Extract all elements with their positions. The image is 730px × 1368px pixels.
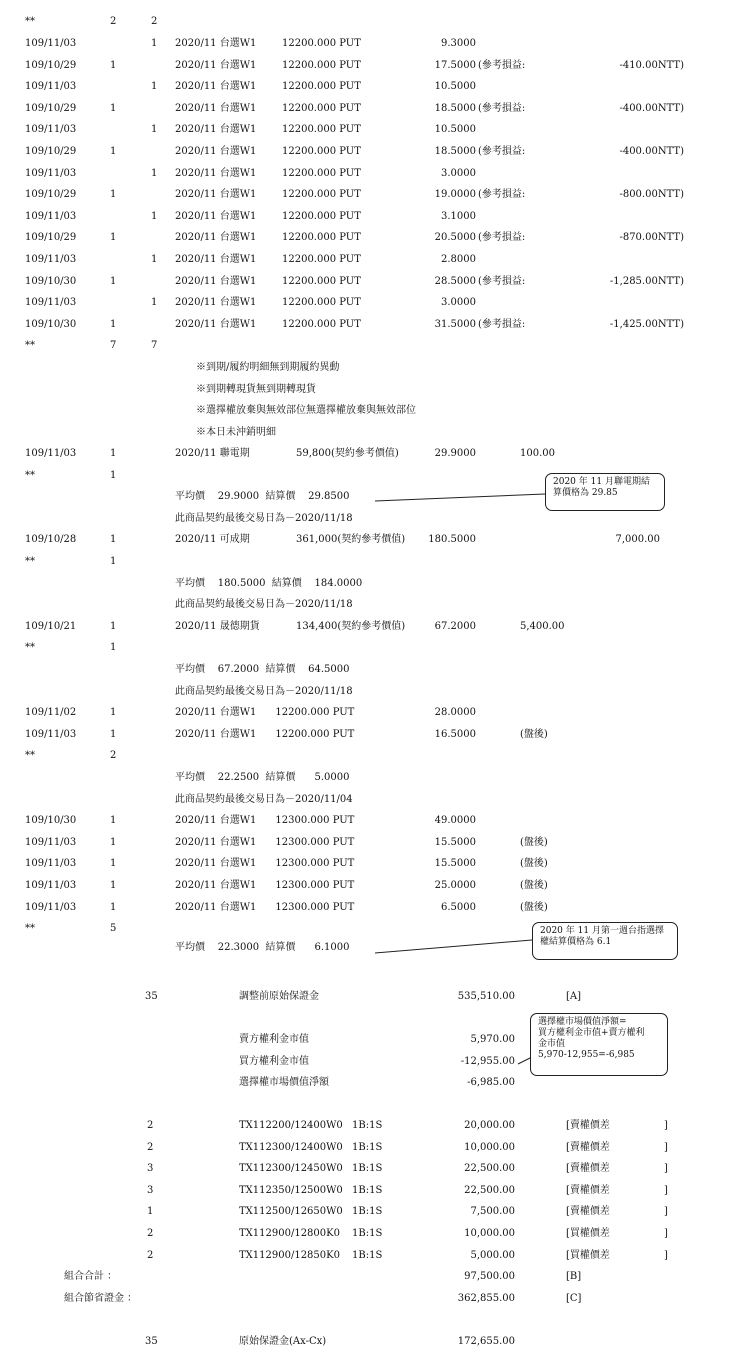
open-col1: (盤後) bbox=[520, 729, 548, 740]
trade-buy-qty: 1 bbox=[110, 319, 117, 330]
trade-sell-qty: 1 bbox=[151, 211, 158, 222]
net-value-value: -6,985.00 bbox=[467, 1077, 515, 1088]
combo-amount: 5,000.00 bbox=[470, 1250, 515, 1261]
open-product: 2020/11 台選W1 12300.000 PUT bbox=[175, 880, 355, 891]
open-product: 此商品契約最後交易日為－2020/11/18 bbox=[175, 513, 353, 524]
trade-note: (參考損益: bbox=[478, 232, 526, 243]
open-date: 109/10/21 bbox=[25, 621, 77, 632]
open-qty: 5 bbox=[110, 923, 117, 934]
pre-margin-label: 調整前原始保證金 bbox=[239, 991, 319, 1002]
trade-strike: 12200.000 PUT bbox=[282, 254, 361, 265]
pre-margin-tag: [A] bbox=[566, 991, 582, 1002]
combo-code: TX112200/12400W0 bbox=[239, 1120, 343, 1131]
trade-product: 2020/11 台選W1 bbox=[175, 254, 257, 265]
net-value-label: 選擇權市場價值淨額 bbox=[239, 1077, 329, 1088]
trade-strike: 12200.000 PUT bbox=[282, 297, 361, 308]
callout-weekly-settlement: 2020 年 11 月第一週台指選擇 權結算價格為 6.1 bbox=[532, 922, 678, 960]
open-date: 109/11/03 bbox=[25, 837, 77, 848]
open-date: 109/10/28 bbox=[25, 534, 77, 545]
combo-tag-close: ] bbox=[664, 1120, 668, 1131]
trade-product: 2020/11 台選W1 bbox=[175, 124, 257, 135]
combo-amount: 10,000.00 bbox=[464, 1142, 515, 1153]
trade-price: 2.8000 bbox=[441, 254, 476, 265]
open-qty: 1 bbox=[110, 729, 117, 740]
open-price: 49.0000 bbox=[434, 815, 476, 826]
combo-tag-close: ] bbox=[664, 1163, 668, 1174]
combo-total-tag: [B] bbox=[566, 1271, 582, 1282]
trade-date: 109/10/30 bbox=[25, 319, 77, 330]
trade-price: 3.0000 bbox=[441, 297, 476, 308]
notice-line: ※本日未沖銷明細 bbox=[196, 427, 276, 438]
combo-amount: 10,000.00 bbox=[464, 1228, 515, 1239]
trade-product: 2020/11 台選W1 bbox=[175, 319, 257, 330]
subtotal-mark: ** bbox=[25, 16, 35, 27]
trade-product: 2020/11 台選W1 bbox=[175, 276, 257, 287]
open-qty: 1 bbox=[110, 815, 117, 826]
trade-pl: -410.00NTT) bbox=[619, 60, 684, 71]
combo-ratio: 1B:1S bbox=[352, 1228, 383, 1239]
open-qty: 1 bbox=[110, 642, 117, 653]
leader-line bbox=[375, 494, 545, 501]
trade-product: 2020/11 台選W1 bbox=[175, 168, 257, 179]
combo-code: TX112300/12400W0 bbox=[239, 1142, 343, 1153]
trade-product: 2020/11 台選W1 bbox=[175, 38, 257, 49]
combo-tag-close: ] bbox=[664, 1185, 668, 1196]
open-qty: 2 bbox=[110, 750, 117, 761]
combo-amount: 20,000.00 bbox=[464, 1120, 515, 1131]
trade-date: 109/11/03 bbox=[25, 168, 77, 179]
trade-date: 109/10/30 bbox=[25, 276, 77, 287]
trade-strike: 12200.000 PUT bbox=[282, 60, 361, 71]
trade-price: 10.5000 bbox=[434, 81, 476, 92]
open-col1: (盤後) bbox=[520, 902, 548, 913]
trade-product: 2020/11 台選W1 bbox=[175, 189, 257, 200]
open-col2: 7,000.00 bbox=[615, 534, 660, 545]
combo-tag-close: ] bbox=[664, 1228, 668, 1239]
trade-pl: -1,285.00NTT) bbox=[609, 276, 684, 287]
open-contract-value: 59,800(契約參考價值) bbox=[296, 448, 399, 459]
combo-tag-close: ] bbox=[664, 1142, 668, 1153]
trade-pl: -400.00NTT) bbox=[619, 103, 684, 114]
combo-tag: [賣權價差 bbox=[566, 1120, 610, 1131]
combo-ratio: 1B:1S bbox=[352, 1142, 383, 1153]
combo-code: TX112900/12850K0 bbox=[239, 1250, 340, 1261]
combo-ratio: 1B:1S bbox=[352, 1163, 383, 1174]
option-subtotal-sell: 7 bbox=[151, 340, 158, 351]
trade-price: 28.5000 bbox=[434, 276, 476, 287]
combo-qty: 2 bbox=[147, 1250, 154, 1261]
open-date: ** bbox=[25, 923, 35, 934]
combo-amount: 7,500.00 bbox=[470, 1206, 515, 1217]
combo-tag: [買權價差 bbox=[566, 1250, 610, 1261]
open-product: 平均價 29.9000 結算價 29.8500 bbox=[175, 491, 350, 502]
notice-line: ※到期/履約明細無到期履約異動 bbox=[196, 362, 340, 373]
open-date: 109/11/03 bbox=[25, 902, 77, 913]
open-date: 109/11/03 bbox=[25, 729, 77, 740]
trade-product: 2020/11 台選W1 bbox=[175, 146, 257, 157]
combo-tag: [賣權價差 bbox=[566, 1206, 610, 1217]
trade-product: 2020/11 台選W1 bbox=[175, 232, 257, 243]
open-contract-value: 361,000(契約參考價值) bbox=[296, 534, 406, 545]
combo-amount: 22,500.00 bbox=[464, 1163, 515, 1174]
trade-price: 19.0000 bbox=[434, 189, 476, 200]
open-qty: 1 bbox=[110, 880, 117, 891]
trade-date: 109/11/03 bbox=[25, 81, 77, 92]
trade-date: 109/11/03 bbox=[25, 297, 77, 308]
trade-strike: 12200.000 PUT bbox=[282, 319, 361, 330]
trade-date: 109/11/03 bbox=[25, 211, 77, 222]
notice-line: ※選擇權放棄與無效部位無選擇權放棄與無效部位 bbox=[196, 405, 416, 416]
combo-total-label: 組合合計 ： bbox=[64, 1271, 118, 1282]
open-qty: 1 bbox=[110, 707, 117, 718]
open-product: 此商品契約最後交易日為－2020/11/18 bbox=[175, 599, 353, 610]
open-price: 6.5000 bbox=[441, 902, 476, 913]
open-date: ** bbox=[25, 470, 35, 481]
combo-ratio: 1B:1S bbox=[352, 1250, 383, 1261]
trade-price: 18.5000 bbox=[434, 103, 476, 114]
combo-tag-close: ] bbox=[664, 1206, 668, 1217]
open-price: 16.5000 bbox=[434, 729, 476, 740]
combo-total-value: 97,500.00 bbox=[464, 1271, 515, 1282]
open-date: 109/10/30 bbox=[25, 815, 77, 826]
buyer-premium-value: -12,955.00 bbox=[460, 1056, 515, 1067]
trade-sell-qty: 1 bbox=[151, 81, 158, 92]
trade-product: 2020/11 台選W1 bbox=[175, 81, 257, 92]
trade-date: 109/10/29 bbox=[25, 189, 77, 200]
open-qty: 1 bbox=[110, 621, 117, 632]
final-margin-label: 原始保證金(Ax-Cx) bbox=[239, 1336, 327, 1347]
combo-saving-tag: [C] bbox=[566, 1293, 582, 1304]
combo-qty: 2 bbox=[147, 1142, 154, 1153]
option-subtotal-mark: ** bbox=[25, 340, 35, 351]
callout-umc-settlement: 2020 年 11 月聯電期結 算價格為 29.85 bbox=[545, 473, 665, 511]
combo-tag: [賣權價差 bbox=[566, 1185, 610, 1196]
open-product: 2020/11 台選W1 12300.000 PUT bbox=[175, 815, 355, 826]
trade-strike: 12200.000 PUT bbox=[282, 103, 361, 114]
open-contract-value: 134,400(契約參考價值) bbox=[296, 621, 406, 632]
open-price: 28.0000 bbox=[434, 707, 476, 718]
trade-price: 17.5000 bbox=[434, 60, 476, 71]
trade-buy-qty: 1 bbox=[110, 60, 117, 71]
open-date: 109/11/03 bbox=[25, 448, 77, 459]
combo-tag-close: ] bbox=[664, 1250, 668, 1261]
open-qty: 1 bbox=[110, 556, 117, 567]
open-date: ** bbox=[25, 750, 35, 761]
pre-margin-value: 535,510.00 bbox=[457, 991, 515, 1002]
trade-sell-qty: 1 bbox=[151, 168, 158, 179]
notice-line: ※到期轉現貨無到期轉現貨 bbox=[196, 384, 316, 395]
trade-sell-qty: 1 bbox=[151, 254, 158, 265]
position-count: 35 bbox=[145, 991, 158, 1002]
open-product: 平均價 22.2500 結算價 5.0000 bbox=[175, 772, 350, 783]
combo-code: TX112900/12800K0 bbox=[239, 1228, 340, 1239]
combo-tag: [賣權價差 bbox=[566, 1163, 610, 1174]
open-product: 此商品契約最後交易日為－2020/11/18 bbox=[175, 686, 353, 697]
option-subtotal-buy: 7 bbox=[110, 340, 117, 351]
open-price: 15.5000 bbox=[434, 837, 476, 848]
combo-saving-label: 組合節省證金 ： bbox=[64, 1293, 138, 1304]
trade-pl: -1,425.00NTT) bbox=[609, 319, 684, 330]
trade-pl: -870.00NTT) bbox=[619, 232, 684, 243]
combo-qty: 3 bbox=[147, 1185, 154, 1196]
open-qty: 1 bbox=[110, 902, 117, 913]
open-col1: (盤後) bbox=[520, 858, 548, 869]
callout-net-value: 選擇權市場價值淨額= 買方權利金市值+賣方權利 金市值 5,970-12,955=-6,985 bbox=[530, 1013, 668, 1076]
subtotal-buy: 2 bbox=[110, 16, 117, 27]
trade-sell-qty: 1 bbox=[151, 38, 158, 49]
trade-strike: 12200.000 PUT bbox=[282, 276, 361, 287]
subtotal-sell: 2 bbox=[151, 16, 158, 27]
leader-line bbox=[375, 940, 532, 953]
open-price: 67.2000 bbox=[434, 621, 476, 632]
open-col1: (盤後) bbox=[520, 880, 548, 891]
open-product: 2020/11 聯電期 bbox=[175, 448, 250, 459]
open-price: 180.5000 bbox=[428, 534, 476, 545]
open-date: ** bbox=[25, 556, 35, 567]
leader-line bbox=[518, 1058, 530, 1064]
trade-note: (參考損益: bbox=[478, 103, 526, 114]
open-product: 平均價 180.5000 結算價 184.0000 bbox=[175, 578, 363, 589]
trade-price: 31.5000 bbox=[434, 319, 476, 330]
open-product: 此商品契約最後交易日為－2020/11/04 bbox=[175, 794, 353, 805]
open-price: 25.0000 bbox=[434, 880, 476, 891]
open-product: 平均價 67.2000 結算價 64.5000 bbox=[175, 664, 350, 675]
trade-price: 3.1000 bbox=[441, 211, 476, 222]
open-product: 2020/11 台選W1 12200.000 PUT bbox=[175, 729, 355, 740]
trade-note: (參考損益: bbox=[478, 189, 526, 200]
trade-date: 109/11/03 bbox=[25, 254, 77, 265]
open-product: 2020/11 可成期 bbox=[175, 534, 250, 545]
trade-date: 109/10/29 bbox=[25, 146, 77, 157]
combo-code: TX112300/12450W0 bbox=[239, 1163, 343, 1174]
open-price: 15.5000 bbox=[434, 858, 476, 869]
open-date: 109/11/03 bbox=[25, 880, 77, 891]
combo-ratio: 1B:1S bbox=[352, 1120, 383, 1131]
trade-strike: 12200.000 PUT bbox=[282, 211, 361, 222]
trade-date: 109/10/29 bbox=[25, 60, 77, 71]
trade-strike: 12200.000 PUT bbox=[282, 146, 361, 157]
trade-product: 2020/11 台選W1 bbox=[175, 60, 257, 71]
trade-buy-qty: 1 bbox=[110, 146, 117, 157]
trade-product: 2020/11 台選W1 bbox=[175, 297, 257, 308]
combo-saving-value: 362,855.00 bbox=[457, 1293, 515, 1304]
trade-buy-qty: 1 bbox=[110, 103, 117, 114]
combo-qty: 2 bbox=[147, 1120, 154, 1131]
open-product: 2020/11 台選W1 12200.000 PUT bbox=[175, 707, 355, 718]
trade-price: 9.3000 bbox=[441, 38, 476, 49]
open-qty: 1 bbox=[110, 837, 117, 848]
open-product: 2020/11 台選W1 12300.000 PUT bbox=[175, 858, 355, 869]
open-qty: 1 bbox=[110, 858, 117, 869]
trade-note: (參考損益: bbox=[478, 60, 526, 71]
trade-note: (參考損益: bbox=[478, 276, 526, 287]
combo-tag: [買權價差 bbox=[566, 1228, 610, 1239]
open-col1: (盤後) bbox=[520, 837, 548, 848]
combo-amount: 22,500.00 bbox=[464, 1185, 515, 1196]
open-date: 109/11/03 bbox=[25, 858, 77, 869]
trade-date: 109/11/03 bbox=[25, 124, 77, 135]
combo-ratio: 1B:1S bbox=[352, 1206, 383, 1217]
trade-price: 3.0000 bbox=[441, 168, 476, 179]
trade-buy-qty: 1 bbox=[110, 276, 117, 287]
final-margin-value: 172,655.00 bbox=[457, 1336, 515, 1347]
trade-strike: 12200.000 PUT bbox=[282, 124, 361, 135]
open-qty: 1 bbox=[110, 470, 117, 481]
trade-note: (參考損益: bbox=[478, 319, 526, 330]
seller-premium-value: 5,970.00 bbox=[470, 1034, 515, 1045]
combo-code: TX112500/12650W0 bbox=[239, 1206, 343, 1217]
open-product: 2020/11 台選W1 12300.000 PUT bbox=[175, 902, 355, 913]
trade-sell-qty: 1 bbox=[151, 124, 158, 135]
trade-product: 2020/11 台選W1 bbox=[175, 211, 257, 222]
open-col1: 5,400.00 bbox=[520, 621, 565, 632]
combo-qty: 3 bbox=[147, 1163, 154, 1174]
trade-buy-qty: 1 bbox=[110, 189, 117, 200]
buyer-premium-label: 買方權利金市值 bbox=[239, 1056, 309, 1067]
open-price: 29.9000 bbox=[434, 448, 476, 459]
open-date: ** bbox=[25, 642, 35, 653]
open-qty: 1 bbox=[110, 448, 117, 459]
seller-premium-label: 賣方權利金市值 bbox=[239, 1034, 309, 1045]
trade-strike: 12200.000 PUT bbox=[282, 189, 361, 200]
trade-product: 2020/11 台選W1 bbox=[175, 103, 257, 114]
open-product: 2020/11 晟德期貨 bbox=[175, 621, 260, 632]
trade-strike: 12200.000 PUT bbox=[282, 232, 361, 243]
trade-note: (參考損益: bbox=[478, 146, 526, 157]
trade-price: 10.5000 bbox=[434, 124, 476, 135]
trade-strike: 12200.000 PUT bbox=[282, 38, 361, 49]
open-qty: 1 bbox=[110, 534, 117, 545]
combo-qty: 1 bbox=[147, 1206, 154, 1217]
combo-qty: 2 bbox=[147, 1228, 154, 1239]
trade-sell-qty: 1 bbox=[151, 297, 158, 308]
combo-tag: [賣權價差 bbox=[566, 1142, 610, 1153]
trade-date: 109/10/29 bbox=[25, 103, 77, 114]
trade-strike: 12200.000 PUT bbox=[282, 168, 361, 179]
trade-date: 109/10/29 bbox=[25, 232, 77, 243]
trade-date: 109/11/03 bbox=[25, 38, 77, 49]
avg-settle-line: 平均價 22.3000 結算價 6.1000 bbox=[175, 942, 350, 953]
final-count: 35 bbox=[145, 1336, 158, 1347]
open-product: 2020/11 台選W1 12300.000 PUT bbox=[175, 837, 355, 848]
trade-price: 20.5000 bbox=[434, 232, 476, 243]
open-date: 109/11/02 bbox=[25, 707, 77, 718]
open-col1: 100.00 bbox=[520, 448, 555, 459]
trade-pl: -400.00NTT) bbox=[619, 146, 684, 157]
trade-price: 18.5000 bbox=[434, 146, 476, 157]
trade-strike: 12200.000 PUT bbox=[282, 81, 361, 92]
trade-pl: -800.00NTT) bbox=[619, 189, 684, 200]
combo-ratio: 1B:1S bbox=[352, 1185, 383, 1196]
trade-buy-qty: 1 bbox=[110, 232, 117, 243]
combo-code: TX112350/12500W0 bbox=[239, 1185, 343, 1196]
